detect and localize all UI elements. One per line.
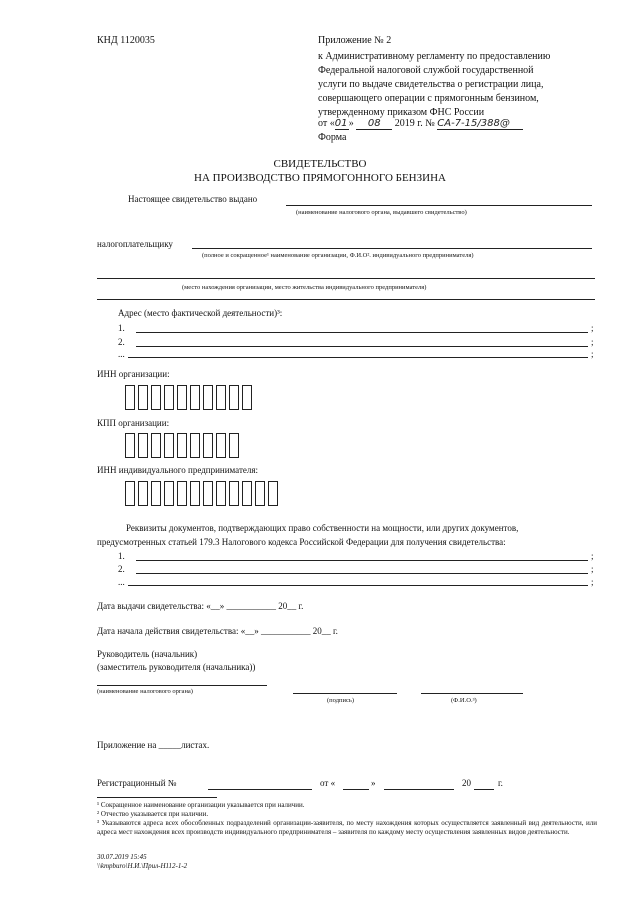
signature-caption: (подпись) xyxy=(327,697,354,704)
file-stamp xyxy=(97,853,187,871)
location-field-2[interactable] xyxy=(97,299,595,300)
digit-cell[interactable] xyxy=(190,385,200,410)
stamp-path: \\kmpburo\Н.И.\Прил-Н112-1-2 xyxy=(97,862,188,870)
registration-year: 20 xyxy=(462,778,471,788)
regulation-text: к Административному регламенту по предоставлению Федеральной налоговой службой государственной услуги по выдаче свидетельства о регистрации лица, совершающего операции с прямогонным бензином, утвержденному приказом ФНС России xyxy=(318,51,551,118)
digit-cell[interactable] xyxy=(190,481,200,506)
order-number-handwritten: СА-7-15/388@ xyxy=(437,118,523,130)
digit-cell[interactable] xyxy=(125,481,135,506)
issued-field[interactable] xyxy=(286,205,592,206)
start-date: Дата начала действия свидетельства: «__» ___________ 20__ г. xyxy=(97,626,338,636)
signature-field[interactable] xyxy=(293,693,397,694)
digit-cell[interactable] xyxy=(177,385,187,410)
requisites-field-2[interactable] xyxy=(136,573,588,574)
head-title: Руководитель (начальник) (заместитель руководителя (начальника)) xyxy=(97,649,256,672)
footnote-divider xyxy=(97,797,217,798)
footnotes xyxy=(97,801,597,837)
digit-cell[interactable] xyxy=(177,481,187,506)
kpp-label: КПП организации: xyxy=(97,418,170,428)
issued-caption: (наименование налогового органа, выдавшего свидетельство) xyxy=(296,209,467,216)
taxpayer-field[interactable] xyxy=(192,248,592,249)
digit-cell[interactable] xyxy=(151,433,161,458)
address-label: Адрес (место фактической деятельности)³: xyxy=(118,308,283,318)
digit-cell[interactable] xyxy=(138,481,148,506)
digit-cell[interactable] xyxy=(203,481,213,506)
address-item-end-1: ; xyxy=(591,323,594,333)
digit-cell[interactable] xyxy=(203,433,213,458)
digit-cell[interactable] xyxy=(216,481,226,506)
registration-g: г. xyxy=(498,778,503,788)
registration-from: от « xyxy=(320,778,336,788)
registration-day-field[interactable] xyxy=(343,789,369,790)
address-field-2[interactable] xyxy=(136,346,588,347)
inn-org-cells[interactable] xyxy=(125,385,255,410)
taxpayer-label: налогоплательщику xyxy=(97,239,173,249)
digit-cell[interactable] xyxy=(125,385,135,410)
digit-cell[interactable] xyxy=(164,433,174,458)
org-name-caption: (наименование налогового органа) xyxy=(97,688,193,695)
requisites-field-more[interactable] xyxy=(128,585,588,586)
digit-cell[interactable] xyxy=(255,481,265,506)
digit-cell[interactable] xyxy=(268,481,278,506)
stamp-date: 30.07.2019 15:45 xyxy=(97,853,147,861)
address-item-more: ... xyxy=(118,349,125,359)
digit-cell[interactable] xyxy=(177,433,187,458)
requisites-item-2: 2. xyxy=(118,564,125,574)
knd-code: КНД 1120035 xyxy=(97,35,155,46)
digit-cell[interactable] xyxy=(229,433,239,458)
inn-ip-label: ИНН индивидуального предпринимателя: xyxy=(97,465,258,475)
requisites-item-more: ... xyxy=(118,577,125,587)
inn-org-label: ИНН организации: xyxy=(97,369,170,379)
location-caption: (место нахождения организации, место жительства индивидуального предпринимателя) xyxy=(182,284,427,291)
digit-cell[interactable] xyxy=(151,385,161,410)
location-field[interactable] xyxy=(97,278,595,279)
registration-number-field[interactable] xyxy=(208,789,312,790)
digit-cell[interactable] xyxy=(229,385,239,410)
fio-field[interactable] xyxy=(421,693,523,694)
document-title: СВИДЕТЕЛЬСТВО НА ПРОИЗВОДСТВО ПРЯМОГОННОГО БЕНЗИНА xyxy=(194,158,446,184)
address-item-end-more: ; xyxy=(591,349,594,359)
footnote-1: ¹ Сокращенное наименование организации указывается при наличии. xyxy=(97,801,305,809)
digit-cell[interactable] xyxy=(242,385,252,410)
digit-cell[interactable] xyxy=(138,433,148,458)
address-field-more[interactable] xyxy=(128,357,588,358)
address-item-2: 2. xyxy=(118,337,125,347)
digit-cell[interactable] xyxy=(125,433,135,458)
digit-cell[interactable] xyxy=(138,385,148,410)
footnote-2: ² Отчество указывается при наличии. xyxy=(97,810,209,818)
address-item-end-2: ; xyxy=(591,337,594,347)
requisites-field-1[interactable] xyxy=(136,560,588,561)
address-field-1[interactable] xyxy=(136,332,588,333)
digit-cell[interactable] xyxy=(164,481,174,506)
org-name-field[interactable] xyxy=(97,685,267,686)
form-label: Форма xyxy=(318,132,347,143)
address-item-1: 1. xyxy=(118,323,125,333)
footnote-3: ³ Указываются адреса всех обособленных подразделений организации-заявителя, по месту нахождения которых осуществляется заявленный вид деятельности, или адреса мест нахождения всех производств индивидуального предпринимателя – заявителя по каждому месту осуществления заявленных видов деятельности. xyxy=(97,819,597,836)
requisites-line-2: предусмотренных статьей 179.3 Налогового кодекса Российской Федерации для получения свидетельства: xyxy=(97,537,506,547)
digit-cell[interactable] xyxy=(216,433,226,458)
order-date-line: от «01» 08 2019 г. № СА-7-15/388@ xyxy=(318,118,523,130)
digit-cell[interactable] xyxy=(164,385,174,410)
digit-cell[interactable] xyxy=(203,385,213,410)
requisites-item-1: 1. xyxy=(118,551,125,561)
kpp-cells[interactable] xyxy=(125,433,242,458)
digit-cell[interactable] xyxy=(229,481,239,506)
registration-year-field[interactable] xyxy=(474,789,494,790)
digit-cell[interactable] xyxy=(216,385,226,410)
digit-cell[interactable] xyxy=(151,481,161,506)
requisites-line-1: Реквизиты документов, подтверждающих право собственности на мощности, или других документов, xyxy=(126,523,519,533)
digit-cell[interactable] xyxy=(190,433,200,458)
day-handwritten: 01 xyxy=(334,118,348,129)
registration-close: » xyxy=(371,778,376,788)
requisites-item-end-1: ; xyxy=(591,551,594,561)
issued-label: Настоящее свидетельство выдано xyxy=(128,194,258,204)
fio-caption: (Ф.И.О.³) xyxy=(451,697,477,704)
month-handwritten: 08 xyxy=(356,118,392,130)
inn-ip-cells[interactable] xyxy=(125,481,281,506)
issue-date: Дата выдачи свидетельства: «__» ___________ 20__ г. xyxy=(97,601,304,611)
digit-cell[interactable] xyxy=(242,481,252,506)
registration-month-field[interactable] xyxy=(384,789,454,790)
registration-label: Регистрационный № xyxy=(97,778,177,788)
appendix-sheets: Приложение на _____листах. xyxy=(97,740,210,750)
appendix-number: Приложение № 2 xyxy=(318,35,392,46)
requisites-item-end-more: ; xyxy=(591,577,594,587)
requisites-item-end-2: ; xyxy=(591,564,594,574)
taxpayer-caption: (полное и сокращенное¹ наименование организации, Ф.И.О². индивидуального предпринимателя) xyxy=(202,252,474,259)
